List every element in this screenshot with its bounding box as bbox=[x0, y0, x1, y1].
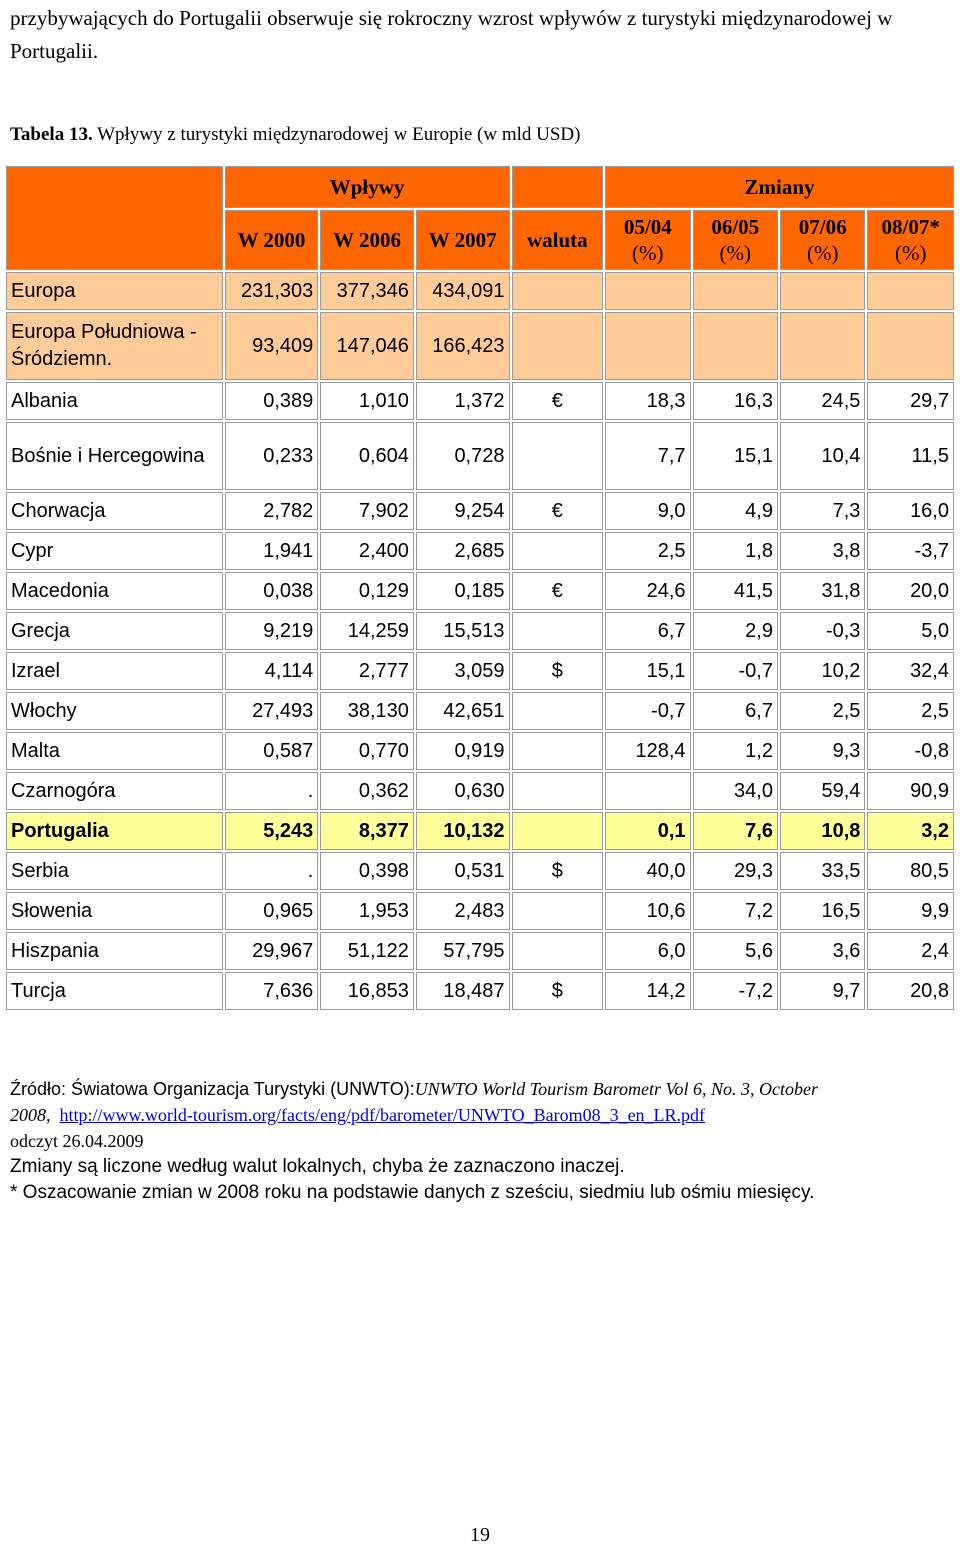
table-row bbox=[6, 382, 954, 420]
cell-w2000: 0,389 bbox=[225, 382, 319, 420]
region-name: Europa bbox=[6, 272, 223, 310]
page-number: 19 bbox=[470, 1524, 490, 1546]
cell-c0504: 15,1 bbox=[605, 652, 690, 690]
cell-c0807: 20,0 bbox=[867, 572, 954, 610]
cell-w2006: 0,398 bbox=[320, 852, 414, 890]
cell-c0605: 16,3 bbox=[693, 382, 778, 420]
cell-c0706: 9,7 bbox=[780, 972, 865, 1010]
cell-c0807: 32,4 bbox=[867, 652, 954, 690]
cell-currency bbox=[512, 422, 604, 490]
source-label: Źródło: Światowa Organizacja Turystyki (UNWTO): bbox=[10, 1079, 415, 1099]
cell-w2007: 2,685 bbox=[416, 532, 510, 570]
header-change-0807-label: 08/07* bbox=[881, 215, 940, 239]
header-w2007: W 2007 bbox=[416, 210, 510, 270]
cell-c0807: 16,0 bbox=[867, 492, 954, 530]
cell-c0706: 24,5 bbox=[780, 382, 865, 420]
header-change-0605-label: 06/05 bbox=[711, 215, 760, 239]
cell-currency: $ bbox=[512, 972, 604, 1010]
region-row-south-europe bbox=[6, 312, 954, 380]
cell-w2007: 3,059 bbox=[416, 652, 510, 690]
table-row bbox=[6, 652, 954, 690]
table-caption bbox=[10, 124, 580, 146]
country-name: Bośnie i Hercegowina bbox=[6, 422, 223, 490]
header-change-0605 bbox=[693, 210, 778, 270]
caption-text: Wpływy z turystyki międzynarodowej w Europie (w mld USD) bbox=[92, 124, 581, 145]
cell-w2006: 7,902 bbox=[320, 492, 414, 530]
cell-c0807: 80,5 bbox=[867, 852, 954, 890]
cell-w2007: 0,531 bbox=[416, 852, 510, 890]
cell-currency bbox=[512, 612, 604, 650]
country-name: Serbia bbox=[6, 852, 223, 890]
table-row bbox=[6, 732, 954, 770]
source-link[interactable]: http://www.world-tourism.org/facts/eng/pdf/barometer/UNWTO_Barom08_3_en_LR.pdf bbox=[59, 1105, 706, 1125]
footnotes bbox=[10, 1076, 955, 1206]
country-name: Chorwacja bbox=[6, 492, 223, 530]
region-change bbox=[693, 272, 778, 310]
cell-c0706: 31,8 bbox=[780, 572, 865, 610]
cell-w2000: 7,636 bbox=[225, 972, 319, 1010]
cell-c0807: 11,5 bbox=[867, 422, 954, 490]
cell-c0706: 59,4 bbox=[780, 772, 865, 810]
cell-c0706: 3,8 bbox=[780, 532, 865, 570]
cell-c0605: 1,8 bbox=[693, 532, 778, 570]
cell-w2007: 1,372 bbox=[416, 382, 510, 420]
region-name: Europa Południowa - Śródziemn. bbox=[6, 312, 223, 380]
table-row bbox=[6, 532, 954, 570]
table-row bbox=[6, 612, 954, 650]
cell-c0504 bbox=[605, 772, 690, 810]
region-currency bbox=[512, 312, 604, 380]
cell-w2000: 1,941 bbox=[225, 532, 319, 570]
accessed-date: odczyt 26.04.2009 bbox=[10, 1131, 144, 1151]
cell-c0706: 7,3 bbox=[780, 492, 865, 530]
header-w2006: W 2006 bbox=[320, 210, 414, 270]
caption-label: Tabela 13. bbox=[10, 124, 93, 145]
region-currency bbox=[512, 272, 604, 310]
region-change bbox=[605, 312, 690, 380]
cell-w2007: 2,483 bbox=[416, 892, 510, 930]
cell-c0706: 16,5 bbox=[780, 892, 865, 930]
cell-w2000: 4,114 bbox=[225, 652, 319, 690]
region-w2007: 434,091 bbox=[416, 272, 510, 310]
region-w2006: 377,346 bbox=[320, 272, 414, 310]
cell-c0706: 10,8 bbox=[780, 812, 865, 850]
cell-c0504: 7,7 bbox=[605, 422, 690, 490]
cell-c0504: 9,0 bbox=[605, 492, 690, 530]
region-change bbox=[867, 272, 954, 310]
note-estimate: * Oszacowanie zmian w 2008 roku na podstawie danych z sześciu, siedmiu lub ośmiu miesięcy. bbox=[10, 1182, 815, 1203]
cell-w2000: 2,782 bbox=[225, 492, 319, 530]
cell-c0605: 29,3 bbox=[693, 852, 778, 890]
country-name: Hiszpania bbox=[6, 932, 223, 970]
cell-currency bbox=[512, 892, 604, 930]
country-name: Słowenia bbox=[6, 892, 223, 930]
cell-w2006: 8,377 bbox=[320, 812, 414, 850]
table-row bbox=[6, 772, 954, 810]
cell-currency: $ bbox=[512, 652, 604, 690]
cell-c0807: 5,0 bbox=[867, 612, 954, 650]
cell-c0605: 4,9 bbox=[693, 492, 778, 530]
cell-w2000: 9,219 bbox=[225, 612, 319, 650]
cell-currency: € bbox=[512, 382, 604, 420]
cell-c0807: 90,9 bbox=[867, 772, 954, 810]
cell-c0706: 33,5 bbox=[780, 852, 865, 890]
header-w2000: W 2000 bbox=[225, 210, 319, 270]
cell-currency bbox=[512, 812, 604, 850]
cell-c0504: 18,3 bbox=[605, 382, 690, 420]
header-change-0504 bbox=[605, 210, 690, 270]
header-change-0706 bbox=[780, 210, 865, 270]
table-row bbox=[6, 492, 954, 530]
region-w2007: 166,423 bbox=[416, 312, 510, 380]
country-name: Portugalia bbox=[6, 812, 223, 850]
table-row bbox=[6, 422, 954, 490]
region-change bbox=[780, 272, 865, 310]
cell-w2006: 14,259 bbox=[320, 612, 414, 650]
table-row bbox=[6, 972, 954, 1010]
intro-paragraph: przybywających do Portugalii obserwuje się rokroczny wzrost wpływów z turystyki międzynarodowej w Portugalii. bbox=[10, 6, 893, 63]
country-name: Albania bbox=[6, 382, 223, 420]
cell-w2000: 27,493 bbox=[225, 692, 319, 730]
cell-c0504: 6,7 bbox=[605, 612, 690, 650]
header-inflows: Wpływy bbox=[225, 166, 510, 208]
cell-w2006: 0,770 bbox=[320, 732, 414, 770]
table-row bbox=[6, 892, 954, 930]
tourism-inflows-table bbox=[4, 164, 956, 1012]
cell-c0605: 5,6 bbox=[693, 932, 778, 970]
cell-c0605: 1,2 bbox=[693, 732, 778, 770]
cell-w2000: 0,965 bbox=[225, 892, 319, 930]
cell-w2007: 57,795 bbox=[416, 932, 510, 970]
cell-c0605: 6,7 bbox=[693, 692, 778, 730]
cell-currency: $ bbox=[512, 852, 604, 890]
source-title: UNWTO World Tourism Barometr Vol 6, No. 3, October 2008, bbox=[10, 1079, 818, 1125]
cell-c0807: 2,4 bbox=[867, 932, 954, 970]
cell-currency bbox=[512, 772, 604, 810]
source-line bbox=[10, 1076, 955, 1128]
cell-c0706: 2,5 bbox=[780, 692, 865, 730]
cell-c0504: 10,6 bbox=[605, 892, 690, 930]
cell-c0504: 40,0 bbox=[605, 852, 690, 890]
cell-w2007: 0,185 bbox=[416, 572, 510, 610]
cell-c0605: 41,5 bbox=[693, 572, 778, 610]
table-row bbox=[6, 572, 954, 610]
header-currency: waluta bbox=[512, 210, 604, 270]
cell-c0605: -7,2 bbox=[693, 972, 778, 1010]
note-currency: Zmiany są liczone według walut lokalnych, chyba że zaznaczono inaczej. bbox=[10, 1156, 625, 1177]
cell-w2007: 9,254 bbox=[416, 492, 510, 530]
cell-w2007: 18,487 bbox=[416, 972, 510, 1010]
cell-c0504: 2,5 bbox=[605, 532, 690, 570]
region-w2000: 93,409 bbox=[225, 312, 319, 380]
cell-w2006: 1,953 bbox=[320, 892, 414, 930]
cell-c0807: 3,2 bbox=[867, 812, 954, 850]
cell-c0504: 14,2 bbox=[605, 972, 690, 1010]
region-change bbox=[605, 272, 690, 310]
cell-w2006: 0,604 bbox=[320, 422, 414, 490]
table-row bbox=[6, 932, 954, 970]
table-row bbox=[6, 812, 954, 850]
region-change bbox=[693, 312, 778, 380]
region-change bbox=[867, 312, 954, 380]
cell-w2000: 29,967 bbox=[225, 932, 319, 970]
cell-w2006: 51,122 bbox=[320, 932, 414, 970]
country-name: Izrael bbox=[6, 652, 223, 690]
cell-c0504: 0,1 bbox=[605, 812, 690, 850]
cell-w2000: . bbox=[225, 852, 319, 890]
cell-currency bbox=[512, 732, 604, 770]
header-corner bbox=[6, 166, 223, 270]
header-row-groups bbox=[6, 166, 954, 208]
country-name: Cypr bbox=[6, 532, 223, 570]
cell-currency bbox=[512, 692, 604, 730]
cell-w2006: 1,010 bbox=[320, 382, 414, 420]
country-name: Macedonia bbox=[6, 572, 223, 610]
table-row bbox=[6, 692, 954, 730]
header-blank bbox=[512, 166, 604, 208]
cell-c0706: 3,6 bbox=[780, 932, 865, 970]
country-name: Turcja bbox=[6, 972, 223, 1010]
cell-w2007: 15,513 bbox=[416, 612, 510, 650]
cell-w2000: 0,038 bbox=[225, 572, 319, 610]
cell-c0807: 20,8 bbox=[867, 972, 954, 1010]
cell-w2006: 2,400 bbox=[320, 532, 414, 570]
cell-currency bbox=[512, 532, 604, 570]
cell-c0605: -0,7 bbox=[693, 652, 778, 690]
cell-c0706: -0,3 bbox=[780, 612, 865, 650]
region-w2006: 147,046 bbox=[320, 312, 414, 380]
header-pct: (%) bbox=[894, 241, 927, 265]
cell-w2000: 5,243 bbox=[225, 812, 319, 850]
cell-w2000: 0,233 bbox=[225, 422, 319, 490]
cell-w2006: 16,853 bbox=[320, 972, 414, 1010]
region-change bbox=[780, 312, 865, 380]
header-pct: (%) bbox=[806, 241, 839, 265]
header-pct: (%) bbox=[632, 241, 664, 265]
cell-c0706: 9,3 bbox=[780, 732, 865, 770]
cell-w2000: . bbox=[225, 772, 319, 810]
cell-c0504: 6,0 bbox=[605, 932, 690, 970]
cell-c0605: 2,9 bbox=[693, 612, 778, 650]
cell-w2007: 0,728 bbox=[416, 422, 510, 490]
header-change-0706-label: 07/06 bbox=[798, 215, 847, 239]
country-name: Grecja bbox=[6, 612, 223, 650]
cell-c0807: 9,9 bbox=[867, 892, 954, 930]
cell-w2007: 42,651 bbox=[416, 692, 510, 730]
cell-w2007: 0,919 bbox=[416, 732, 510, 770]
country-name: Malta bbox=[6, 732, 223, 770]
cell-c0807: -0,8 bbox=[867, 732, 954, 770]
cell-c0706: 10,2 bbox=[780, 652, 865, 690]
cell-c0605: 7,6 bbox=[693, 812, 778, 850]
country-name: Czarnogóra bbox=[6, 772, 223, 810]
cell-c0807: 29,7 bbox=[867, 382, 954, 420]
cell-currency: € bbox=[512, 492, 604, 530]
cell-c0504: -0,7 bbox=[605, 692, 690, 730]
header-change-0504-label: 05/04 bbox=[623, 215, 672, 239]
cell-w2006: 0,129 bbox=[320, 572, 414, 610]
table-row bbox=[6, 852, 954, 890]
cell-c0807: 2,5 bbox=[867, 692, 954, 730]
header-pct: (%) bbox=[719, 241, 751, 265]
cell-w2006: 2,777 bbox=[320, 652, 414, 690]
header-change-0807 bbox=[867, 210, 954, 270]
cell-c0504: 24,6 bbox=[605, 572, 690, 610]
cell-c0706: 10,4 bbox=[780, 422, 865, 490]
cell-currency: € bbox=[512, 572, 604, 610]
cell-currency bbox=[512, 932, 604, 970]
cell-c0605: 34,0 bbox=[693, 772, 778, 810]
cell-w2007: 0,630 bbox=[416, 772, 510, 810]
cell-c0807: -3,7 bbox=[867, 532, 954, 570]
header-changes: Zmiany bbox=[605, 166, 954, 208]
cell-w2000: 0,587 bbox=[225, 732, 319, 770]
cell-w2006: 0,362 bbox=[320, 772, 414, 810]
country-name: Włochy bbox=[6, 692, 223, 730]
cell-c0504: 128,4 bbox=[605, 732, 690, 770]
cell-w2007: 10,132 bbox=[416, 812, 510, 850]
cell-w2006: 38,130 bbox=[320, 692, 414, 730]
region-row-europe bbox=[6, 272, 954, 310]
cell-c0605: 15,1 bbox=[693, 422, 778, 490]
cell-c0605: 7,2 bbox=[693, 892, 778, 930]
region-w2000: 231,303 bbox=[225, 272, 319, 310]
